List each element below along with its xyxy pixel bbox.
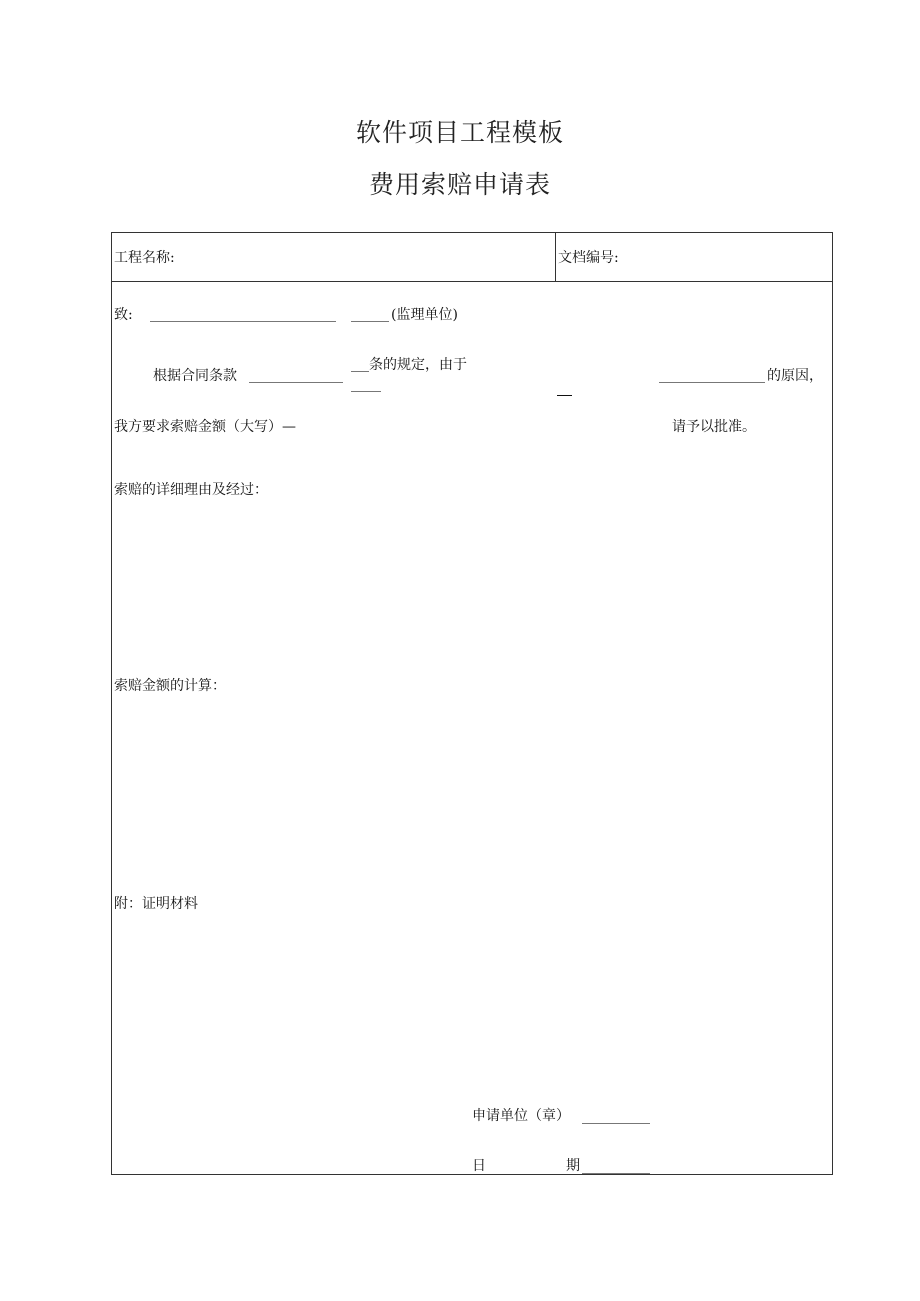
contract-clause-blank[interactable] — [249, 382, 343, 383]
to-blank-short[interactable] — [351, 321, 389, 322]
clause-suffix: 条的规定，由于 — [369, 357, 467, 373]
date-label-char2: 期 — [566, 1158, 580, 1174]
date-blank[interactable] — [582, 1173, 650, 1174]
reason-blank[interactable] — [659, 382, 765, 383]
reason-dash — [557, 395, 572, 396]
form-title: 费用索赔申请表 — [368, 170, 551, 199]
to-label: 致: — [114, 307, 133, 323]
calculation-label: 索赔金额的计算： — [114, 678, 226, 694]
doc-number-label: 文档编号: — [558, 250, 619, 266]
reason-suffix: 的原因， — [767, 368, 823, 384]
applicant-blank[interactable] — [582, 1123, 650, 1124]
approve-label: 请予以批准。 — [672, 419, 756, 435]
project-name-label: 工程名称: — [114, 250, 175, 266]
to-blank[interactable] — [150, 321, 336, 322]
claim-form — [111, 232, 833, 1175]
date-label-char1: 日 — [472, 1158, 486, 1174]
applicant-label: 申请单位（章） — [472, 1108, 570, 1124]
clause-blank-lower[interactable] — [351, 391, 381, 392]
attachment-label: 附：证明材料 — [114, 896, 198, 912]
header-row — [112, 233, 832, 282]
supervisor-label: (监理单位) — [391, 307, 458, 323]
details-label: 索赔的详细理由及经过： — [114, 482, 268, 498]
document-title: 软件项目工程模板 — [355, 118, 564, 147]
contract-prefix: 根据合同条款 — [153, 368, 237, 384]
clause-number-blank[interactable] — [351, 371, 369, 372]
claim-amount-label: 我方要求索赔金额（大写）— — [114, 419, 296, 435]
header-row-divider — [555, 233, 556, 281]
